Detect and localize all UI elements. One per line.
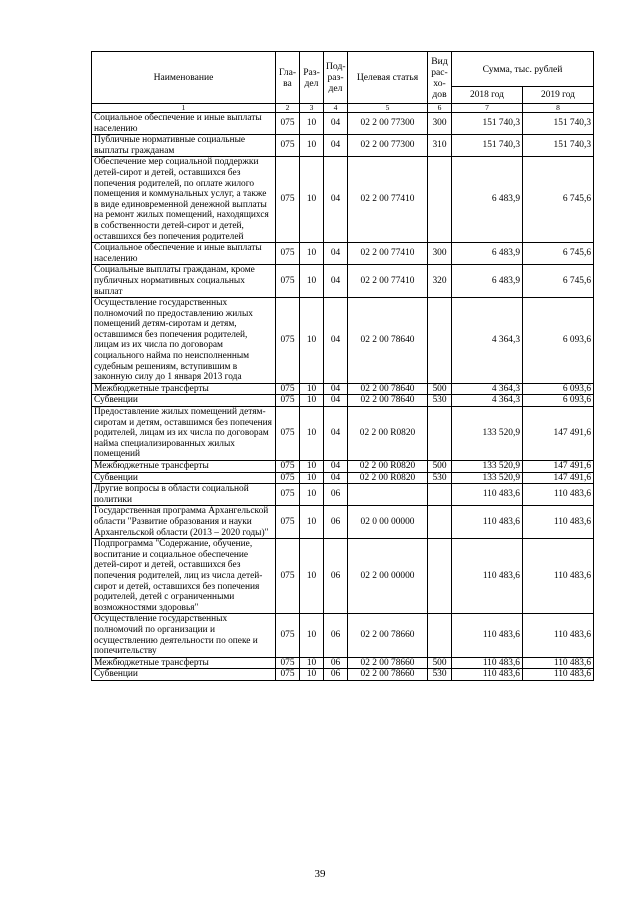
row-sum-2019: 110 483,6 <box>523 669 594 681</box>
row-exp-type: 500 <box>428 383 452 395</box>
row-target: 02 2 00 77410 <box>348 243 428 265</box>
table-row <box>92 657 594 669</box>
row-name: Предоставление жилых помещений детям-сиротам и детям, оставшимся без попечения родителей, лицам из их числа по договорам найма специализированных жилых помещений <box>92 407 276 461</box>
row-sum-2018: 133 520,9 <box>452 461 523 473</box>
row-subsection: 04 <box>324 157 348 243</box>
row-sum-2019: 110 483,6 <box>523 657 594 669</box>
row-name: Субвенции <box>92 395 276 407</box>
row-name: Межбюджетные трансферты <box>92 657 276 669</box>
row-exp-type: 300 <box>428 243 452 265</box>
header-row <box>92 52 594 87</box>
row-sum-2019: 151 740,3 <box>523 135 594 157</box>
row-sum-2018: 6 483,9 <box>452 243 523 265</box>
row-subsection: 04 <box>324 265 348 298</box>
row-subsection: 06 <box>324 614 348 657</box>
row-sum-2019: 110 483,6 <box>523 614 594 657</box>
row-sum-2019: 6 745,6 <box>523 243 594 265</box>
row-sum-2019: 147 491,6 <box>523 461 594 473</box>
row-chapter: 075 <box>276 614 300 657</box>
table-row <box>92 383 594 395</box>
row-subsection: 04 <box>324 298 348 384</box>
row-sum-2018: 110 483,6 <box>452 539 523 614</box>
row-section: 10 <box>300 461 324 473</box>
row-section: 10 <box>300 484 324 506</box>
row-target: 02 2 00 77410 <box>348 265 428 298</box>
row-name: Межбюджетные трансферты <box>92 383 276 395</box>
column-index: 4 <box>324 104 348 113</box>
row-target: 02 2 00 R0820 <box>348 472 428 484</box>
row-subsection: 04 <box>324 395 348 407</box>
row-exp-type: 500 <box>428 657 452 669</box>
row-subsection: 06 <box>324 484 348 506</box>
row-name: Подпрограмма "Содержание, обучение, воспитание и социальное обеспечение детей-сирот и детей, оставшихся без попечения родителей, лиц из числа детей-сирот и детей, оставшихся без попечения родителей, детей с ограниченными возможностями здоровья" <box>92 539 276 614</box>
row-target: 02 0 00 00000 <box>348 506 428 539</box>
row-sum-2018: 4 364,3 <box>452 383 523 395</box>
row-target: 02 2 00 R0820 <box>348 461 428 473</box>
row-subsection: 04 <box>324 472 348 484</box>
row-sum-2018: 110 483,6 <box>452 484 523 506</box>
row-target <box>348 484 428 506</box>
column-index: 8 <box>523 104 594 113</box>
column-index: 7 <box>452 104 523 113</box>
row-name: Другие вопросы в области социальной политики <box>92 484 276 506</box>
table-row <box>92 395 594 407</box>
row-exp-type <box>428 614 452 657</box>
row-chapter: 075 <box>276 395 300 407</box>
row-section: 10 <box>300 539 324 614</box>
row-section: 10 <box>300 265 324 298</box>
header-subsection: Под-раз-дел <box>324 52 348 104</box>
column-index: 1 <box>92 104 276 113</box>
row-subsection: 06 <box>324 539 348 614</box>
row-section: 10 <box>300 113 324 135</box>
row-exp-type: 530 <box>428 472 452 484</box>
header-year-2019: 2019 год <box>523 87 594 104</box>
header-section: Раз-дел <box>300 52 324 104</box>
row-name: Публичные нормативные социальные выплаты гражданам <box>92 135 276 157</box>
row-subsection: 04 <box>324 383 348 395</box>
row-exp-type: 530 <box>428 395 452 407</box>
row-exp-type <box>428 298 452 384</box>
row-target: 02 2 00 78640 <box>348 395 428 407</box>
column-index: 5 <box>348 104 428 113</box>
row-sum-2018: 151 740,3 <box>452 113 523 135</box>
row-section: 10 <box>300 383 324 395</box>
row-subsection: 04 <box>324 113 348 135</box>
row-chapter: 075 <box>276 539 300 614</box>
row-section: 10 <box>300 407 324 461</box>
row-target: 02 2 00 00000 <box>348 539 428 614</box>
row-sum-2018: 6 483,9 <box>452 265 523 298</box>
header-target: Целевая статья <box>348 52 428 104</box>
row-sum-2018: 110 483,6 <box>452 506 523 539</box>
row-section: 10 <box>300 657 324 669</box>
row-target: 02 2 00 77300 <box>348 135 428 157</box>
row-subsection: 04 <box>324 135 348 157</box>
row-chapter: 075 <box>276 669 300 681</box>
row-chapter: 075 <box>276 472 300 484</box>
table-row <box>92 506 594 539</box>
row-chapter: 075 <box>276 461 300 473</box>
table-row <box>92 484 594 506</box>
table-row <box>92 407 594 461</box>
row-sum-2018: 6 483,9 <box>452 157 523 243</box>
row-section: 10 <box>300 506 324 539</box>
row-name: Осуществление государственных полномочий по организации и осуществлению деятельности по опеке и попечительству <box>92 614 276 657</box>
row-chapter: 075 <box>276 657 300 669</box>
row-subsection: 04 <box>324 461 348 473</box>
row-section: 10 <box>300 395 324 407</box>
row-sum-2019: 6 093,6 <box>523 383 594 395</box>
row-name: Обеспечение мер социальной поддержки детей-сирот и детей, оставшихся без попечения родителей, по оплате жилого помещения и коммунальных услуг, а также в виде единовременной денежной выплаты на ремонт жилых помещений, находящихся в собственности детей-сирот и детей, оставшихся без попечения родителей <box>92 157 276 243</box>
row-sum-2019: 6 093,6 <box>523 395 594 407</box>
row-name: Субвенции <box>92 669 276 681</box>
row-sum-2018: 133 520,9 <box>452 472 523 484</box>
row-sum-2019: 6 745,6 <box>523 157 594 243</box>
row-target: 02 2 00 78660 <box>348 657 428 669</box>
table-row <box>92 243 594 265</box>
table-row <box>92 157 594 243</box>
row-subsection: 06 <box>324 657 348 669</box>
row-exp-type <box>428 484 452 506</box>
row-subsection: 04 <box>324 243 348 265</box>
table-row <box>92 614 594 657</box>
column-index-row <box>92 104 594 113</box>
row-target: 02 2 00 R0820 <box>348 407 428 461</box>
row-target: 02 2 00 78640 <box>348 383 428 395</box>
table-row <box>92 539 594 614</box>
header-name: Наименование <box>92 52 276 104</box>
row-sum-2019: 110 483,6 <box>523 539 594 614</box>
row-sum-2018: 4 364,3 <box>452 395 523 407</box>
row-name: Межбюджетные трансферты <box>92 461 276 473</box>
column-index: 2 <box>276 104 300 113</box>
row-chapter: 075 <box>276 484 300 506</box>
row-sum-2019: 110 483,6 <box>523 506 594 539</box>
row-chapter: 075 <box>276 265 300 298</box>
row-name: Государственная программа Архангельской области "Развитие образования и науки Архангельской области (2013 – 2020 годы)" <box>92 506 276 539</box>
header-year-2018: 2018 год <box>452 87 523 104</box>
row-exp-type <box>428 157 452 243</box>
row-name: Осуществление государственных полномочий по предоставлению жилых помещений детям-сиротам и детям, оставшимся без попечения родителей, лицам из их числа по договорам социального найма по неисполненным судебным решениям, вступившим в законную силу до 1 января 2013 года <box>92 298 276 384</box>
column-index: 6 <box>428 104 452 113</box>
page-number: 39 <box>314 868 326 880</box>
row-sum-2018: 151 740,3 <box>452 135 523 157</box>
row-sum-2019: 147 491,6 <box>523 472 594 484</box>
row-target: 02 2 00 78660 <box>348 669 428 681</box>
row-sum-2018: 110 483,6 <box>452 614 523 657</box>
row-chapter: 075 <box>276 157 300 243</box>
row-name: Субвенции <box>92 472 276 484</box>
row-sum-2018: 110 483,6 <box>452 669 523 681</box>
row-exp-type: 310 <box>428 135 452 157</box>
row-section: 10 <box>300 243 324 265</box>
row-chapter: 075 <box>276 383 300 395</box>
row-name: Социальное обеспечение и иные выплаты населению <box>92 113 276 135</box>
row-exp-type <box>428 407 452 461</box>
table-row <box>92 669 594 681</box>
row-sum-2018: 4 364,3 <box>452 298 523 384</box>
row-section: 10 <box>300 669 324 681</box>
row-chapter: 075 <box>276 298 300 384</box>
row-sum-2019: 6 093,6 <box>523 298 594 384</box>
row-target: 02 2 00 78660 <box>348 614 428 657</box>
row-target: 02 2 00 77410 <box>348 157 428 243</box>
row-subsection: 06 <box>324 669 348 681</box>
row-exp-type: 320 <box>428 265 452 298</box>
row-sum-2018: 110 483,6 <box>452 657 523 669</box>
row-chapter: 075 <box>276 135 300 157</box>
column-index: 3 <box>300 104 324 113</box>
table-row <box>92 472 594 484</box>
row-subsection: 04 <box>324 407 348 461</box>
table-body <box>92 52 594 681</box>
table-row <box>92 113 594 135</box>
row-target: 02 2 00 78640 <box>348 298 428 384</box>
row-section: 10 <box>300 614 324 657</box>
row-section: 10 <box>300 472 324 484</box>
row-exp-type: 530 <box>428 669 452 681</box>
row-sum-2019: 6 745,6 <box>523 265 594 298</box>
row-name: Социальные выплаты гражданам, кроме публичных нормативных социальных выплат <box>92 265 276 298</box>
row-name: Социальное обеспечение и иные выплаты населению <box>92 243 276 265</box>
row-exp-type <box>428 506 452 539</box>
budget-table <box>91 51 594 681</box>
table-row <box>92 265 594 298</box>
row-chapter: 075 <box>276 407 300 461</box>
row-chapter: 075 <box>276 113 300 135</box>
header-sum: Сумма, тыс. рублей <box>452 52 594 87</box>
row-target: 02 2 00 77300 <box>348 113 428 135</box>
row-sum-2019: 151 740,3 <box>523 113 594 135</box>
row-exp-type: 300 <box>428 113 452 135</box>
header-chapter: Гла-ва <box>276 52 300 104</box>
row-section: 10 <box>300 157 324 243</box>
table-row <box>92 135 594 157</box>
row-sum-2019: 110 483,6 <box>523 484 594 506</box>
row-section: 10 <box>300 298 324 384</box>
row-sum-2018: 133 520,9 <box>452 407 523 461</box>
header-exp-type: Вид рас-хо-дов <box>428 52 452 104</box>
row-exp-type <box>428 539 452 614</box>
row-subsection: 06 <box>324 506 348 539</box>
row-sum-2019: 147 491,6 <box>523 407 594 461</box>
table-row <box>92 298 594 384</box>
row-chapter: 075 <box>276 243 300 265</box>
row-chapter: 075 <box>276 506 300 539</box>
row-exp-type: 500 <box>428 461 452 473</box>
table-row <box>92 461 594 473</box>
row-section: 10 <box>300 135 324 157</box>
